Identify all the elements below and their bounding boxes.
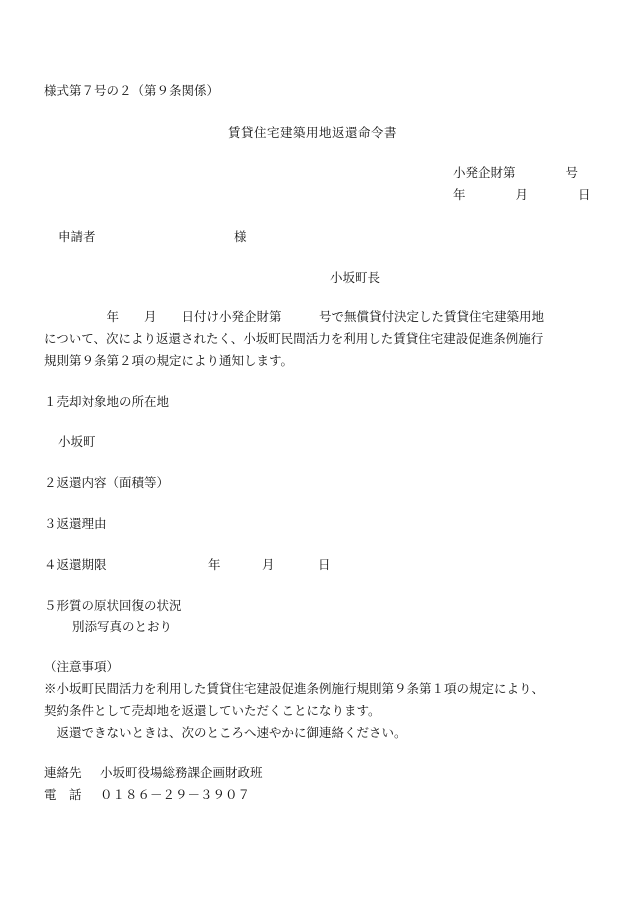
document-title: 賃貸住宅建築用地返還命令書 [228,125,398,140]
body-line-2: について、次により返還されたく、小坂町民間活力を利用した賃貸住宅建設促進条例施行 [44,331,544,346]
body-line-3: 規則第９条第２項の規定により通知します。 [44,353,294,368]
form-number: 様式第７号の２（第９条関係） [44,83,220,98]
item-reason-heading: ３返還理由 [44,516,107,531]
issuer-name: 小坂町長 [330,270,381,285]
reference-number: 小発企財第 号 [453,165,579,180]
item-return-content-heading: ２返還内容（面積等） [44,475,170,490]
notes-heading: （注意事項） [44,659,120,674]
notes-line-2: 契約条件として売却地を返還していただくことになります。 [44,703,381,718]
item-deadline-month: 月 [262,557,275,572]
item-deadline-heading: ４返還期限 [44,557,107,572]
item-deadline-year: 年 [208,557,221,572]
item-location-heading: １売却対象地の所在地 [44,394,170,409]
item-restoration-heading: ５形質の原状回復の状況 [44,598,182,613]
item-restoration-value: 別添写真のとおり [72,619,173,634]
item-deadline-day: 日 [318,557,331,572]
contact-phone-label: 電 話 [44,787,82,802]
item-location-value: 小坂町 [58,434,96,449]
reference-date: 年 月 日 [453,187,591,202]
notes-line-3: 返還できないときは、次のところへ速やかに御連絡ください。 [44,725,407,740]
applicant-label: 申請者 [58,229,96,244]
notes-line-1: ※小坂町民間活力を利用した賃貸住宅建設促進条例施行規則第９条第１項の規定により、 [44,681,545,696]
contact-label: 連絡先 [44,765,82,780]
applicant-honorific: 様 [234,229,247,244]
body-line-1: 年 月 日付け小発企財第 号で無償貸付決定した賃貸住宅建築用地 [44,309,545,324]
contact-office: 小坂町役場総務課企画財政班 [100,765,263,780]
contact-phone-number: ０１８６－２９－３９０７ [100,787,251,802]
